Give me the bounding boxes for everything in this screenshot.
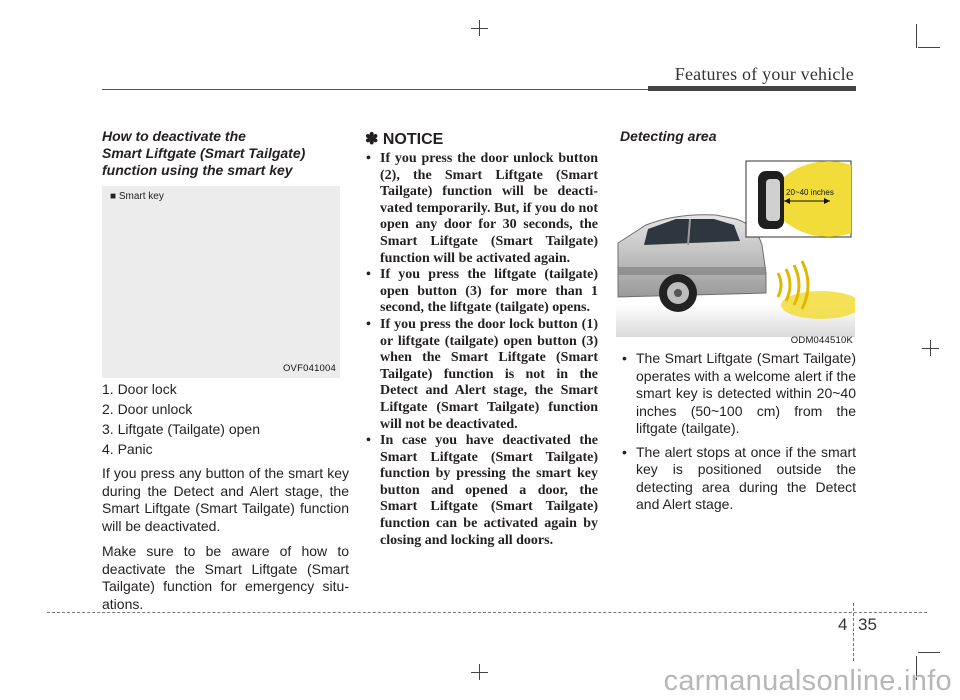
- list-item: 3. Liftgate (Tailgate) open: [102, 421, 260, 437]
- list-item: • The Smart Liftgate (Smart Tailgate) operates with a welcome alert if the smart key is detected within 20~40 inches (50~100 cm) from the liftgate (tailgate).: [620, 350, 856, 438]
- notice-list: [365, 151, 598, 549]
- crop-mark-top-right-h: [918, 47, 940, 48]
- page-number: 35: [858, 615, 877, 634]
- paragraph-awareness: Make sure to be aware of how to deactivate the Smart Liftgate (Smart Tailgate) function for emergency situations.: [102, 543, 349, 612]
- figure-code: ODM044510K: [790, 335, 853, 346]
- detecting-area-heading: Detecting area: [620, 128, 717, 144]
- notice-item: • If you press the liftgate (tailgate) open button (3) for more than 1 second, the liftgate (tailgate) opens.: [365, 267, 598, 317]
- heading-line-1: How to deactivate the: [102, 128, 246, 144]
- figure-code: OVF041004: [282, 363, 336, 374]
- watermark: carmanualsonline.info: [663, 665, 952, 697]
- header-rule-accent: [648, 86, 856, 91]
- detecting-area-figure: [616, 155, 855, 347]
- list-item: 4. Panic: [102, 441, 153, 457]
- crop-mark-bottom-right-h: [918, 652, 940, 653]
- list-item: • The alert stops at once if the smart key is positioned outside the detecting area during the Detect and Alert stage.: [620, 444, 856, 514]
- figure-tag: ■ Smart key: [110, 191, 164, 202]
- deactivate-heading: [102, 128, 342, 179]
- notice-item: • In case you have deactivated the Smart Liftgate (Smart Tailgate) function by pressing the smart key button and opened a door, the Smart Liftgate (Smart Tailgate) function can be activated again by closing and locking all doors.: [365, 433, 598, 549]
- heading-line-2: Smart Liftgate (Smart Tailgate): [102, 145, 306, 161]
- detecting-area-illustration: [616, 155, 855, 347]
- list-item: 2. Door unlock: [102, 401, 193, 417]
- heading-line-3: function using the smart key: [102, 162, 293, 178]
- section-title: Features of your vehicle: [674, 64, 854, 84]
- paragraph-deactivate: If you press any button of the smart key during the Detect and Alert stage, the Smart Liftgate (Smart Tailgate) function will be deactivated.: [102, 465, 349, 534]
- smart-key-button-list: [102, 379, 342, 459]
- notice-title: ✽ NOTICE: [365, 131, 444, 148]
- smart-key-figure: [102, 186, 340, 378]
- chapter-number: 4: [838, 615, 848, 634]
- footer-rule: [47, 612, 927, 613]
- distance-label: 20~40 inches: [786, 188, 834, 197]
- crop-mark-bottom-bar: [471, 672, 488, 673]
- crop-mark-top-right-v: [916, 24, 917, 48]
- notice-item: • If you press the door unlock button (2), the Smart Liftgate (Smart Tailgate) function will be deactivated temporarily. But, if you do not open any door for 30 seconds, the Smart Liftgate (Smart Tailgate) function will be activated again.: [365, 151, 598, 267]
- notice-item: • If you press the door lock button (1) or liftgate (tailgate) open button (3) when the Smart Liftgate (Smart Tailgate) function is not in the Detect and Alert stage, the Smart Liftgate (Smart Tailgate) function will not be deactivated.: [365, 317, 598, 433]
- list-item: 1. Door lock: [102, 381, 177, 397]
- page-number-separator: [853, 603, 854, 661]
- detecting-area-list: [620, 350, 856, 520]
- crop-mark-top-bar: [471, 28, 488, 29]
- crop-mark-right-bar: [922, 348, 939, 349]
